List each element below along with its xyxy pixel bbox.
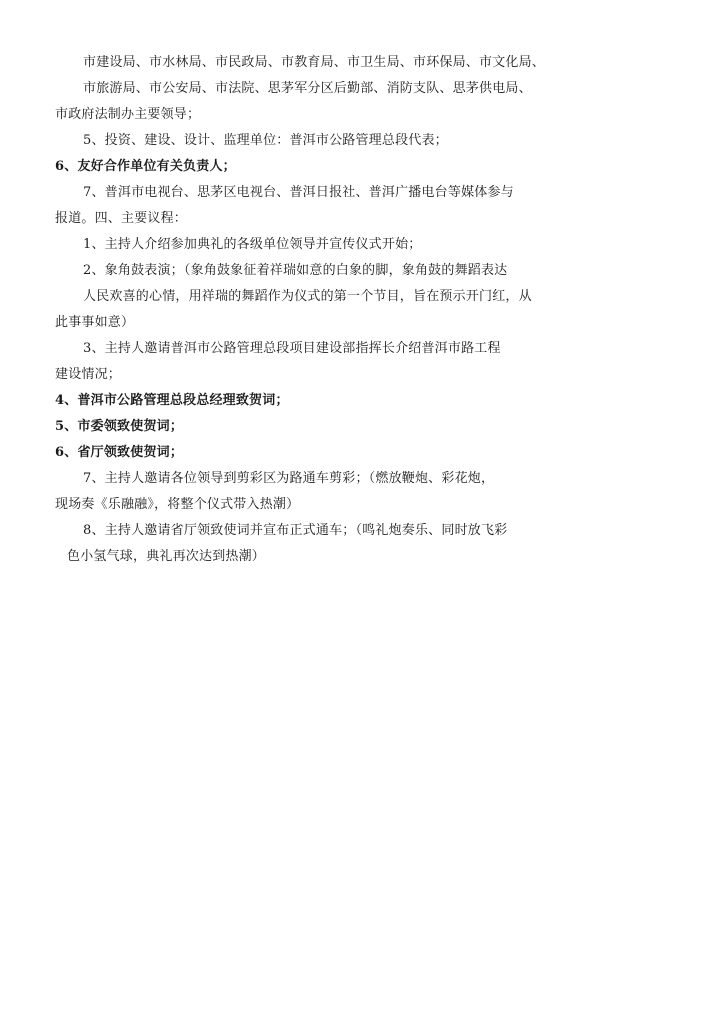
text-line-guests-3: 市政府法制办主要领导； (55, 107, 201, 122)
text-line-item-6-partners: 6、友好合作单位有关负责人； (55, 159, 236, 174)
text-line-item-7-media-1: 7、普洱市电视台、思茅区电视台、普洱日报社、普洱广播电台等媒体参与 (83, 185, 514, 200)
text-line-agenda-3-a: 3、主持人邀请普洱市公路管理总段项目建设部指挥长介绍普洱市路工程 (83, 341, 501, 356)
text-line-agenda-7-a: 7、主持人邀请各位领导到剪彩区为路通车剪彩；（燃放鞭炮、彩花炮， (83, 471, 495, 486)
text-line-agenda-5: 5、市委领致使贺词； (55, 419, 184, 434)
text-line-agenda-3-b: 建设情况； (55, 367, 122, 382)
text-line-agenda-2-b: 人民欢喜的心情，用祥瑞的舞蹈作为仪式的第一个节目，旨在预示开门红，从 (83, 289, 532, 304)
text-line-agenda-2-c: 此事事如意） (55, 315, 135, 330)
text-line-agenda-7-b: 现场奏《乐融融》，将整个仪式带入热潮） (55, 497, 300, 512)
text-line-guests-1: 市建设局、市水林局、市民政局、市教育局、市卫生局、市环保局、市文化局、 (83, 55, 546, 70)
text-line-item-7-media-2: 报道。四、主要议程： (55, 211, 188, 226)
text-line-guests-2: 市旅游局、市公安局、市法院、思茅军分区后勤部、消防支队、思茅供电局、 (83, 81, 532, 96)
text-line-agenda-8-b: 色小氢气球，典礼再次达到热潮） (67, 549, 266, 564)
text-line-agenda-4: 4、普洱市公路管理总段总经理致贺词； (55, 393, 289, 408)
text-line-agenda-2-a: 2、象角鼓表演；（象角鼓象征着祥瑞如意的白象的脚，象角鼓的舞蹈表达 (83, 263, 508, 278)
text-line-agenda-8-a: 8、主持人邀请省厅领致使词并宣布正式通车；（鸣礼炮奏乐、同时放飞彩 (83, 523, 508, 538)
text-line-agenda-1: 1、主持人介绍参加典礼的各级单位领导并宣传仪式开始； (83, 237, 422, 252)
text-line-item-5-investors: 5、投资、建设、设计、监理单位：普洱市公路管理总段代表； (83, 133, 448, 148)
text-line-agenda-6: 6、省厅领致使贺词； (55, 445, 184, 460)
